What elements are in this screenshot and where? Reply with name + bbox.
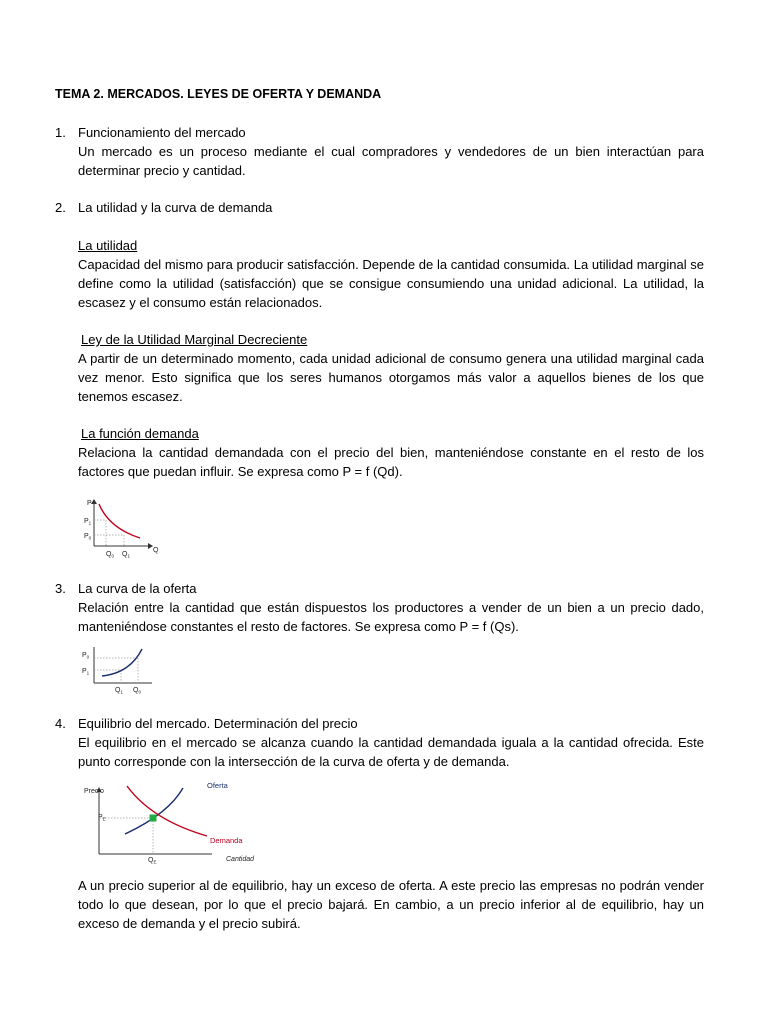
section-4-closing [78, 876, 704, 933]
demand-y-label: P [87, 500, 92, 507]
subsection-ley-heading: Ley de la Utilidad Marginal Decreciente [81, 332, 308, 347]
subsection-funcion-demanda [78, 424, 704, 481]
section-2-number: 2. [55, 200, 66, 215]
demand-q0-label: $Q_0$ [106, 551, 114, 559]
section-2-heading: La utilidad y la curva de demanda [78, 200, 273, 215]
eq-x-label: Cantidad [226, 856, 255, 863]
section-4-number: 4. [55, 716, 66, 731]
subsection-ley-text: A partir de un determinado momento, cada unidad adicional de consumo genera una utilidad marginal cada vez menor. Esto significa que los seres humanos otorgamos más valor a aquellos bienes de los que tenemos escasez. [78, 351, 704, 404]
section-4-text: El equilibrio en el mercado se alcanza cuando la cantidad demandada iguala a la cantidad ofrecida. Este punto corresponde con la intersección de la curva de oferta y de demanda. [78, 735, 704, 769]
section-1 [78, 123, 704, 180]
subsection-demanda-text: Relaciona la cantidad demandada con el precio del bien, manteniéndose constante en el resto de los factores que puedan influir. Se expresa como P = f (Qd). [78, 445, 704, 479]
subsection-utilidad-heading: La utilidad [78, 238, 138, 253]
equilibrium-figure [82, 778, 272, 868]
equilibrium-point [150, 815, 157, 822]
section-1-heading: Funcionamiento del mercado [78, 125, 246, 140]
supply-p0-label: $P_0$ [82, 652, 90, 660]
demand-curve-figure [82, 496, 166, 560]
eq-supply-label: Oferta [207, 781, 228, 790]
supply-curve [102, 649, 142, 676]
demand-p1-label: $P_1$ [84, 518, 92, 526]
eq-y-label: Precio [84, 788, 104, 795]
demand-y-arrow [91, 499, 97, 504]
demand-curve [99, 504, 140, 538]
section-1-number: 1. [55, 125, 66, 140]
subsection-demanda-heading: La función demanda [81, 426, 199, 441]
demand-p0-label: $P_0$ [84, 533, 92, 541]
subsection-utilidad [78, 236, 704, 312]
eq-price-label: $P_E$ [98, 814, 106, 822]
eq-quantity-label: $Q_E$ [148, 857, 157, 865]
document-title: TEMA 2. MERCADOS. LEYES DE OFERTA Y DEMANDA [55, 87, 382, 101]
supply-curve-figure [80, 645, 164, 697]
section-2 [78, 198, 704, 217]
eq-demand-curve [127, 786, 207, 836]
subsection-utilidad-text: Capacidad del mismo para producir satisfacción. Depende de la cantidad consumida. La utilidad marginal se define como la utilidad (satisfacción) que se consigue consumiendo una unidad adicional. La utilidad, la escasez y el consumo están relacionados. [78, 257, 704, 310]
demand-x-label: Q [153, 547, 159, 554]
supply-q1-label: $Q_1$ [115, 687, 123, 695]
section-3 [78, 579, 704, 636]
eq-demand-label: Demanda [210, 836, 243, 845]
subsection-ley-utilidad [78, 330, 704, 406]
section-3-number: 3. [55, 581, 66, 596]
section-3-text: Relación entre la cantidad que están dispuestos los productores a vender de un bien a un precio dado, manteniéndose constantes el resto de factores. Se expresa como P = f (Qs). [78, 600, 704, 634]
section-4-closing-text: A un precio superior al de equilibrio, hay un exceso de oferta. A este precio las empresas no podrán vender todo lo que desean, por lo que el precio bajará. En cambio, a un precio inferior al de equilibrio, hay un exceso de demanda y el precio subirá. [78, 878, 704, 931]
demand-q1-label: $Q_1$ [122, 551, 130, 559]
section-4 [78, 714, 704, 771]
supply-p1-label: $P_1$ [82, 668, 90, 676]
section-1-text: Un mercado es un proceso mediante el cual compradores y vendedores de un bien interactúan para determinar precio y cantidad. [78, 144, 704, 178]
section-3-heading: La curva de la oferta [78, 581, 197, 596]
section-4-heading: Equilibrio del mercado. Determinación del precio [78, 716, 358, 731]
supply-q0-label: $Q_0$ [133, 687, 141, 695]
